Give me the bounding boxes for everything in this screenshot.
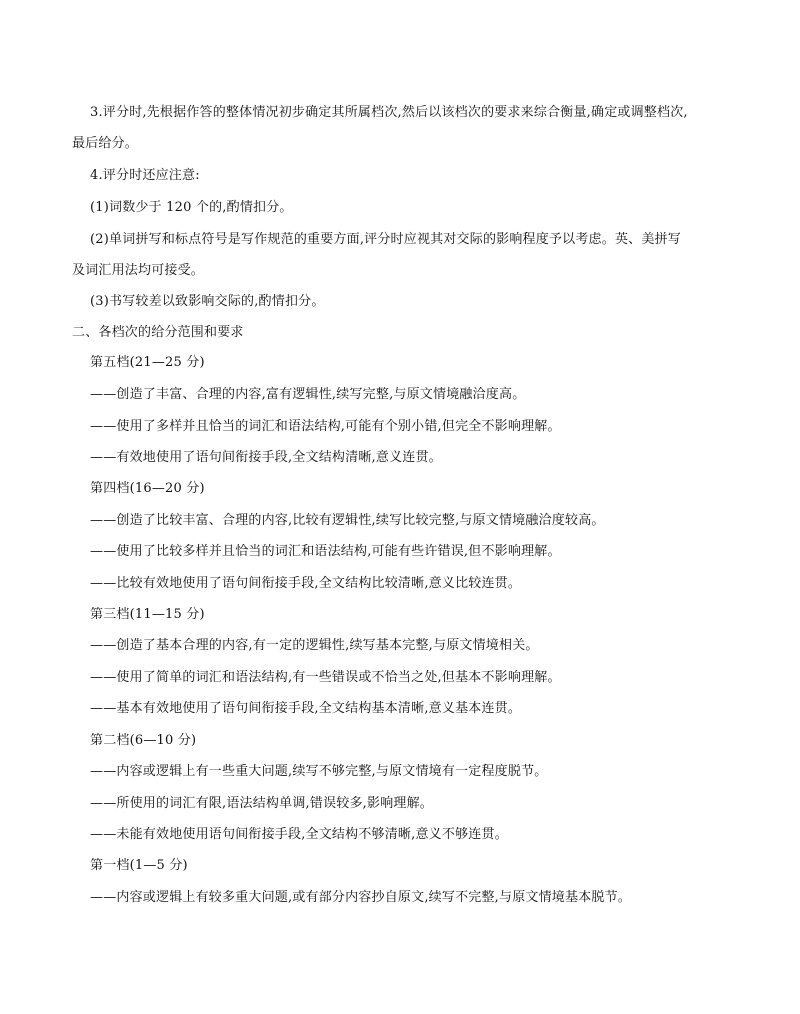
section-2-heading: 二、各档次的给分范围和要求	[72, 325, 244, 340]
grade-2-point-1: ——内容或逻辑上有一些重大问题,续写不够完整,与原文情境有一定程度脱节。	[90, 764, 548, 779]
grade-5-point-2: ——使用了多样并且恰当的词汇和语法结构,可能有个别小错,但完全不影响理解。	[90, 419, 561, 434]
grade-3-point-3: ——基本有效地使用了语句间衔接手段,全文结构基本清晰,意义基本连贯。	[90, 701, 522, 716]
grade-5-title: 第五档(21—25 分)	[90, 355, 205, 370]
grade-4-title: 第四档(16—20 分)	[90, 481, 205, 496]
grade-2-point-3: ——未能有效地使用语句间衔接手段,全文结构不够清晰,意义不够连贯。	[90, 827, 508, 842]
note-2-line-2: 及词汇用法均可接受。	[72, 263, 205, 278]
grade-4-point-1: ——创造了比较丰富、合理的内容,比较有逻辑性,续写比较完整,与原文情境融洽度较高。	[90, 513, 605, 528]
grade-5-point-1: ——创造了丰富、合理的内容,富有逻辑性,续写完整,与原文情境融洽度高。	[90, 387, 526, 402]
rule-3-line-1: 3.评分时,先根据作答的整体情况初步确定其所属档次,然后以该档次的要求来综合衡量,确定或调整档次,	[90, 105, 688, 120]
grade-2-title: 第二档(6—10 分)	[90, 733, 197, 748]
grade-1-point-1: ——内容或逻辑上有较多重大问题,或有部分内容抄自原文,续写不完整,与原文情境基本脱节。	[90, 890, 631, 905]
note-2-line-1: (2)单词拼写和标点符号是写作规范的重要方面,评分时应视其对交际的影响程度予以考虑。英、美拼写	[90, 232, 681, 247]
grade-5-point-3: ——有效地使用了语句间衔接手段,全文结构清晰,意义连贯。	[90, 450, 442, 465]
grade-3-point-2: ——使用了简单的词汇和语法结构,有一些错误或不恰当之处,但基本不影响理解。	[90, 670, 561, 685]
grade-2-point-2: ——所使用的词汇有限,语法结构单调,错误较多,影响理解。	[90, 796, 433, 811]
grade-1-title: 第一档(1—5 分)	[90, 858, 188, 873]
grade-4-point-2: ——使用了比较多样并且恰当的词汇和语法结构,可能有些许错误,但不影响理解。	[90, 544, 561, 559]
grade-3-point-1: ——创造了基本合理的内容,有一定的逻辑性,续写基本完整,与原文情境相关。	[90, 638, 539, 653]
grade-3-title: 第三档(11—15 分)	[90, 607, 205, 622]
note-3: (3)书写较差以致影响交际的,酌情扣分。	[90, 294, 325, 309]
rule-4-heading: 4.评分时还应注意:	[90, 168, 200, 183]
grade-4-point-3: ——比较有效地使用了语句间衔接手段,全文结构比较清晰,意义比较连贯。	[90, 576, 522, 591]
note-1: (1)词数少于 120 个的,酌情扣分。	[90, 200, 293, 215]
rule-3-line-2: 最后给分。	[72, 136, 139, 151]
